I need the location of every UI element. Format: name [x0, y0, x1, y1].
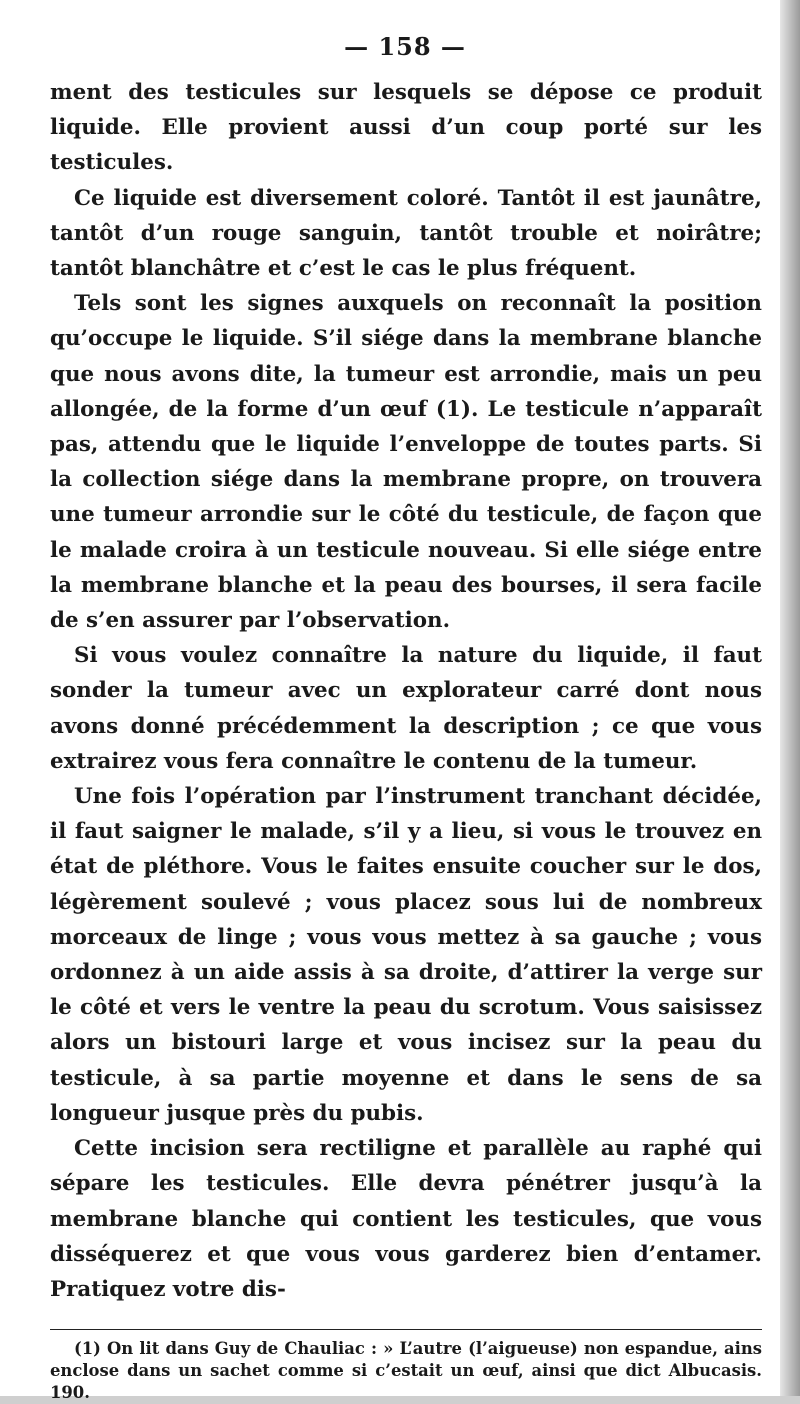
footnote-rule — [50, 1329, 762, 1330]
body-text — [50, 75, 762, 1307]
page-number: — 158 — — [344, 32, 466, 61]
paragraph-6: Cette incision sera rectiligne et parallèle au raphé qui sépare les testicules. Elle devra pénétrer jusqu’à la membrane blanche qui contient les testicules, que vous disséquerez et que vous vous garderez bien d’entamer. Pratiquez votre dis- — [50, 1136, 762, 1302]
paragraph-4: Si vous voulez connaître la nature du liquide, il faut sonder la tumeur avec un explorateur carré dont nous avons donné précédemment la description ; ce que vous extrairez vous fera connaître le contenu de la tumeur. — [50, 643, 762, 774]
paragraph-2: Ce liquide est diversement coloré. Tantôt il est jaunâtre, tantôt d’un rouge sanguin, tantôt trouble et noirâtre; tantôt blanchâtre et c’est le cas le plus fréquent. — [50, 185, 762, 282]
paragraph-5: Une fois l’opération par l’instrument tranchant décidée, il faut saigner le malade, s’il y a lieu, si vous le trouvez en état de pléthore. Vous le faites ensuite coucher sur le dos, légèrement soulevé ; vous placez sous lui de nombreux morceaux de linge ; vous vous mettez à sa gauche ; vous ordonnez à un aide assis à sa droite, d’attirer la verge sur le côté et vers le ventre la peau du scrotum. Vous saisissez alors un bistouri large et vous incisez sur la peau du testicule, à sa partie moyenne et dans le sens de sa longueur jusque près du pubis. — [50, 784, 762, 1126]
paragraph-1: ment des testicules sur lesquels se dépose ce produit liquide. Elle provient aussi d’un coup porté sur les testicules. — [50, 80, 762, 176]
paragraph-3: Tels sont les signes auxquels on reconnaît la position qu’occupe le liquide. S’il siége dans la membrane blanche que nous avons dite, la tumeur est arrondie, mais un peu allongée, de la forme d’un œuf (1). Le testicule n’apparaît pas, attendu que le liquide l’enveloppe de toutes parts. Si la collection siége dans la membrane propre, on trouvera une tumeur arrondie sur le côté du testicule, de façon que le malade croira à un testicule nouveau. Si elle siége entre la membrane blanche et la peau des bourses, il sera facile de s’en assurer par l’observation. — [50, 291, 762, 634]
footnote: (1) On lit dans Guy de Chauliac : » L’autre (l’aigueuse) non espandue, ains enclose dans un sachet comme si c’estait un œuf, ainsi que dict Albucasis. 190. — [50, 1339, 762, 1403]
page-edge-shadow — [780, 0, 800, 1396]
